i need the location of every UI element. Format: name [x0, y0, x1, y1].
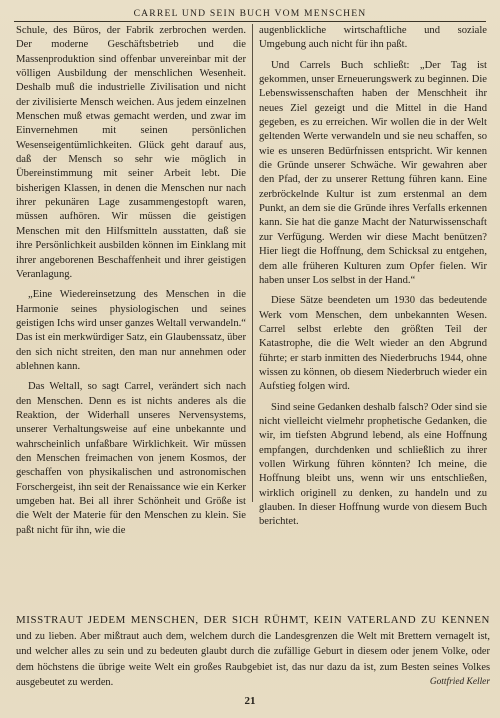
right-paragraph-1: augenblickliche wirtschaftliche und soziale Umgebung auch nicht für ihn paßt. [259, 25, 487, 51]
running-header: CARREL UND SEIN BUCH VOM MENSCHEN [133, 8, 367, 19]
left-paragraph-3: Das Weltall, so sagt Carrel, verändert sich nach den Menschen. Denn es ist nichts anderes als die Reaktion, der Widerhall unseres Nervensystems, unserer Verhaltungsweise auf eine unbekannte und wahrscheinlich unfaßbare Wirklichkeit. Wir müssen den Menschen freimachen von jenem Kosmos, der geschaffen von physikalischen und astronomischen Forschergeist, ihn seit der Renaissance wie ein Kerker umgeben hat. Bei all ihrer Schönheit und Größe ist die Welt der Materie für den Menschen zu klein. Sie paßt nicht für ihn, wie die [16, 381, 246, 536]
footer-quote [16, 613, 490, 691]
left-paragraph-1: Schule, des Büros, der Fabrik zerbrochen werden. Der moderne Geschäftsbetrieb und die Massenproduktion sind offenbar unvereinbar mit der völligen Ausbildung der menschlichen Wesenheit. Deshalb muß die industrielle Zivilisation und nicht der zivilisierte Mensch weichen. Aus jedem einzelnen Menschen muß etwas gemacht werden, und zwar im Einvernehmen mit seinen persönlichen Wesenseigentümlichkeiten. Glück geht darauf aus, daß der Mensch so sehr wie möglich in Übereinstimmung mit seiner Arbeit lebt. Die bisherigen Klassen, in denen die Menschen nur nach ihrer pekunären Lage zusammengestopft waren, müssen aufhören. Wir müssen die geistigen Menschen mit den Hilfsmitteln ausstatten, daß sie ihre Persönlichkeit ausbilden können im Einklang mit ihrer angeborenen Beschaffenheit und ihrer geistigen Veranlagung. [16, 25, 246, 280]
right-paragraph-3: Diese Sätze beendeten um 1930 das bedeutende Werk vom Menschen, dem unbekannten Wesen. Carrel selbst erlebte den größten Teil der Katastrophe, die die Welt wieder an den Abgrund führte; er starb inmitten des Niederbruchs 1944, ohne wissen zu können, ob diesem Niederbruch wieder ein Aufstieg folgen wird. [259, 295, 487, 393]
quote-author: Gottfried Keller [429, 677, 490, 687]
right-paragraph-2: Und Carrels Buch schließt: „Der Tag ist gekommen, unser Erneuerungswerk zu beginnen. Die Lebenswissenschaften haben der Menschheit ihr neues Ziel gezeigt und die Mittel in die Hand gegeben, es zu erreichen. Wir wollen die in der Welt geltenden Werte verwandeln und sie neu schaffen, so wie es unseren Bedürfnissen entspricht. Wir kennen die Gründe unserer Schwäche. Wir gewahren aber den Pfad, der zu unserer Rettung führen kann. Eine zerbröckelnde Kultur ist zum erstenmal an dem Punkt, an dem sie die Gründe ihres Verfalls erkennen kann. Sie hat die ganze Macht der Naturwissenschaft zur Verfügung. Werden wir diese Macht benützen? Hier liegt die Hoffnung, dem Schicksal zu entgehen, dem alle früheren Kulturen zum Opfer fielen. Wir haben unser Los selbst in der Hand.“ [259, 59, 487, 286]
column-divider [252, 24, 253, 502]
page-number: 21 [244, 695, 256, 707]
left-column [16, 24, 246, 544]
quote-body: und zu lieben. Aber mißtraut auch dem, welchem durch die Landesgrenzen die Welt mit Brettern vernagelt ist, und welcher alles zu sein und zu bedeuten glaubt durch die zufällige Geburt in diesem oder jenem Volke, oder dem höchstens die übrige weite Welt ein großes Raubgebiet ist, das nur dazu da ist, zum Besten seines Volkes ausgebeutet zu werden. [16, 630, 490, 688]
right-column [259, 24, 487, 536]
left-paragraph-2: „Eine Wiedereinsetzung des Menschen in die Harmonie seines physiologischen und seines geistigen Ichs wird unser ganzes Weltall verwandeln.“ Das ist ein merkwürdiger Satz, ein Glaubenssatz, über den sich nicht streiten, den man nur annehmen oder ablehnen kann. [16, 289, 246, 372]
right-paragraph-4: Sind seine Gedanken deshalb falsch? Oder sind sie nicht vielleicht vielmehr prophetische Gedanken, die wir, im tiefsten Abgrund lebend, als eine Hoffnung empfangen, durchdenken und schließlich zu ihrer vollen Wirkung führen könnten? Ich meine, die Hoffnung bleibt uns, wenn wir uns entschließen, wirklich originell zu denken, zu handeln und zu glauben. In dieser Hoffnung wurde von diesem Buch berichtet. [259, 401, 487, 528]
quote-caps-line: MISSTRAUT JEDEM MENSCHEN, DER SICH RÜHMT, KEIN VATERLAND ZU KENNEN [16, 614, 490, 626]
header-rule [14, 21, 486, 22]
